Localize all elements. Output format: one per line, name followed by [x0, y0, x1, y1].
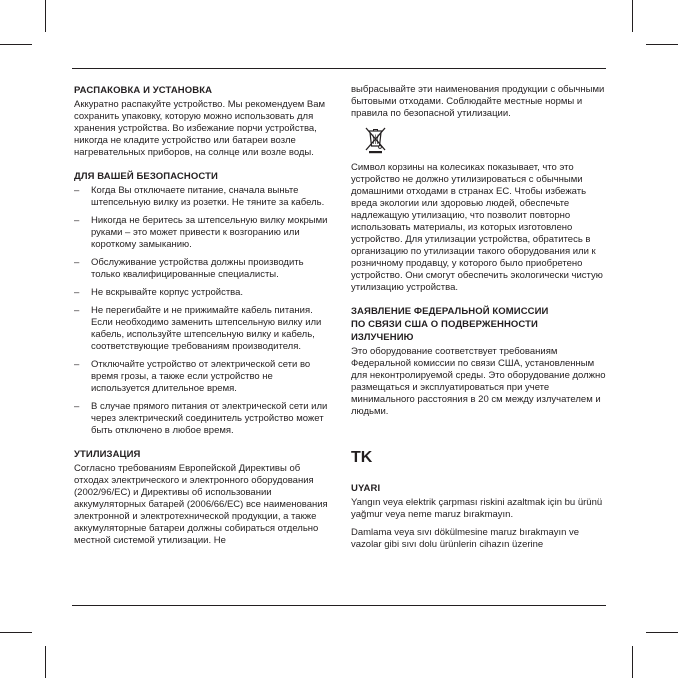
warning-text: Damlama veya sıvı dökülmesine maruz bırakmayın ve vazolar gibi sıvı dolu ürünlerin cihazın üzerine	[351, 527, 580, 550]
top-rule	[72, 68, 606, 69]
list-dash: –	[74, 215, 80, 226]
crossed-out-wheelie-bin-icon	[363, 124, 389, 154]
warning-heading: UYARI	[351, 483, 381, 494]
bin-symbol-text: Символ корзины на колесиках показывает, что это устройство не должно утилизироваться с обычными домашними отходами в странах ЕС. Чтобы избежать вреда экологии или здоровью людей, обеспечьте надлежащую утилизацию, что позволит повторно использовать материалы, из которых изготовлено устройство. Для утилизации устройства, обратитесь в организацию по утилизации такого оборудования или к розничному продавцу, у которого было приобретено устройство. Они смогут обеспечить экологически чистую утилизацию устройства.	[351, 162, 603, 293]
fcc-heading-line: ИЗЛУЧЕНИЮ	[351, 332, 414, 343]
safety-item: – Никогда не беритесь за штепсельную вилку мокрыми руками – это может привести к возгоранию или короткому замыканию.	[74, 215, 328, 250]
fcc-heading-line: ЗАЯВЛЕНИЕ ФЕДЕРАЛЬНОЙ КОМИССИИ	[351, 306, 549, 317]
safety-list	[74, 185, 332, 437]
safety-item: – Отключайте устройство от электрической сети во время грозы, а также если устройство не используется длительное время.	[74, 359, 311, 394]
disposal-continued-text: выбрасывайте эти наименования продукции с обычными бытовыми отходами. Соблюдайте местные нормы и правила по безопасной утилизации.	[351, 84, 605, 119]
safety-item: – Не вскрывайте корпус устройства.	[74, 287, 244, 298]
safety-heading: ДЛЯ ВАШЕЙ БЕЗОПАСНОСТИ	[74, 171, 218, 182]
crop-mark	[632, 646, 633, 678]
crop-mark	[45, 0, 46, 32]
unpack-heading: РАСПАКОВКА И УСТАНОВКА	[74, 85, 213, 96]
fcc-heading-line: ПО СВЯЗИ США О ПОДВЕРЖЕННОСТИ	[351, 319, 538, 330]
safety-item: – Когда Вы отключаете питание, сначала выньте штепсельную вилку из розетки. Не тяните за кабель.	[74, 185, 325, 208]
list-dash: –	[74, 185, 80, 196]
crop-mark	[646, 44, 678, 45]
list-dash: –	[74, 359, 80, 370]
warning-text: Yangın veya elektrik çarpması riskini azaltmak için bu ürünü yağmur veya neme maruz bırakmayın.	[351, 497, 603, 520]
crop-mark	[45, 646, 46, 678]
unpack-text: Аккуратно распакуйте устройство. Мы рекомендуем Вам сохранить упаковку, которую можно использовать для хранения устройства. Во избежание порчи устройства, никогда не кладите устройство или батареи возле нагревательных приборов, на солнце или возле воды.	[74, 99, 326, 158]
crop-mark	[646, 632, 678, 633]
crop-mark	[632, 0, 633, 32]
language-code-tk: TK	[351, 449, 373, 466]
list-dash: –	[74, 287, 80, 298]
safety-item: – В случае прямого питания от электрической сети или через электрический соединитель устройство может быть отключено в любое время.	[74, 401, 328, 436]
list-dash: –	[74, 305, 80, 316]
list-dash: –	[74, 257, 80, 268]
fcc-text: Это оборудование соответствует требованиям Федеральной комиссии по связи США, установленным для неконтролируемой среды. Это оборудование должно размещаться и эксплуатироваться при учете минимального расстояния в 20 см между излучателем и людьми.	[351, 346, 606, 417]
disposal-heading: УТИЛИЗАЦИЯ	[74, 449, 141, 460]
crop-mark	[0, 44, 32, 45]
left-column	[74, 84, 332, 558]
fcc-heading	[351, 305, 609, 344]
disposal-text: Согласно требованиям Европейской Директивы об отходах электрического и электронного оборудования (2002/96/EC) и Директивы об использовании аккумуляторных батарей (2006/66/EC) все наименования электронной и электротехнической продукции, а также аккумуляторные батареи должны собираться отдельно местной системой утилизации. Не	[74, 463, 328, 546]
safety-item: – Обслуживание устройства должны производить только квалифицированные специалисты.	[74, 257, 304, 280]
safety-item: – Не перегибайте и не прижимайте кабель питания. Если необходимо заменить штепсельную вилку или кабель, используйте штепсельную вилку и кабель, соответствующие требованиям производителя.	[74, 305, 322, 352]
right-column	[351, 84, 609, 562]
crop-mark	[0, 632, 32, 633]
bottom-rule	[72, 605, 606, 606]
list-dash: –	[74, 401, 80, 412]
